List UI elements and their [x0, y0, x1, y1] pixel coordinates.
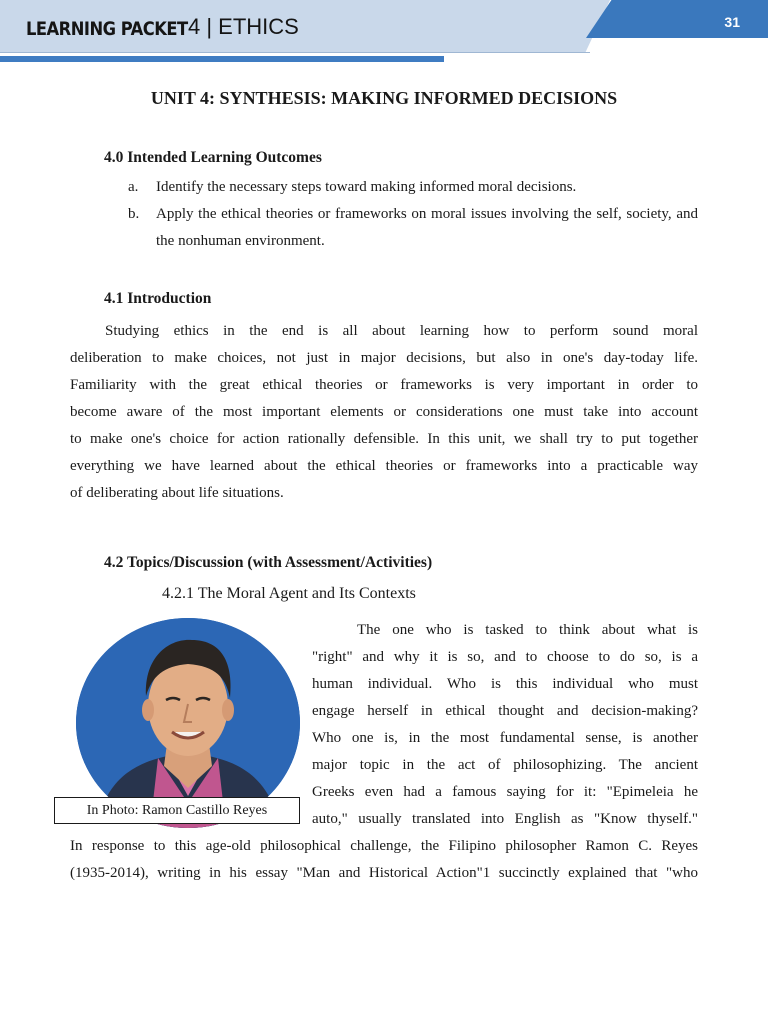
list-text: Apply the ethical theories or frameworks on moral issues involving the self, society, and the nonhuman environment.: [156, 206, 698, 249]
header-dark-band: [586, 0, 768, 38]
photo-caption: In Photo: Ramon Castillo Reyes: [54, 797, 300, 824]
continued-paragraph: [70, 833, 698, 887]
topic-subheading: 4.2.1 The Moral Agent and Its Contexts: [162, 585, 416, 602]
page-number: 31: [724, 14, 740, 30]
wrapped-paragraph: [312, 617, 698, 833]
text-line: The one who is tasked to think about what is: [357, 622, 698, 638]
text-line: Greeks even had a famous saying for it: "Epimeleia he: [312, 784, 698, 800]
text-line: engage herself in ethical thought and decision-making?: [312, 703, 698, 719]
text-line: auto," usually translated into English as "Know thyself.": [312, 811, 698, 827]
unit-title: UNIT 4: SYNTHESIS: MAKING INFORMED DECISIONS: [150, 88, 618, 108]
text-line: become aware of the most important elements or considerations one must take into account: [70, 404, 698, 420]
outcomes-list: [128, 174, 698, 255]
text-line: In response to this age-old philosophical challenge, the Filipino philosopher Ramon C. Reyes: [70, 838, 698, 854]
text-line: (1935-2014), writing in his essay "Man and Historical Action"1 succinctly explained that "who: [70, 865, 698, 881]
introduction-heading: 4.1 Introduction: [104, 290, 212, 307]
learning-packet-label: LEARNING PACKET: [26, 18, 188, 40]
introduction-paragraph: [70, 318, 698, 507]
page-header: [0, 0, 768, 52]
text-line: human individual. Who is this individual who must: [312, 676, 698, 692]
text-line: of deliberating about life situations.: [70, 485, 284, 501]
list-text: Identify the necessary steps toward making informed moral decisions.: [156, 179, 577, 195]
list-marker: b.: [128, 206, 140, 222]
text-line: everything we have learned about the ethical theories or frameworks into a practicable way: [70, 458, 698, 474]
list-marker: a.: [128, 179, 139, 195]
text-line: major topic in the act of philosophizing. The ancient: [312, 757, 698, 773]
header-divider: [0, 52, 590, 53]
text-line: Studying ethics in the end is all about learning how to perform sound moral: [105, 323, 698, 339]
list-item: [128, 201, 698, 255]
topics-heading: 4.2 Topics/Discussion (with Assessment/Activities): [104, 554, 433, 571]
text-line: deliberation to make choices, not just in major decisions, but also in one's day-today life.: [70, 350, 698, 366]
text-line: to make one's choice for action rationally defensible. In this unit, we shall try to put together: [70, 431, 698, 447]
text-line: Who one is, in the most fundamental sense, is another: [312, 730, 698, 746]
text-line: "right" and why it is so, and to choose to do so, is a: [312, 649, 698, 665]
list-item: [128, 174, 698, 201]
subject-title: 4 | ETHICS: [188, 14, 299, 39]
outcomes-heading: 4.0 Intended Learning Outcomes: [104, 149, 322, 166]
header-accent-bar: [0, 56, 444, 62]
text-line: Familiarity with the great ethical theories or frameworks is very important in order to: [70, 377, 698, 393]
